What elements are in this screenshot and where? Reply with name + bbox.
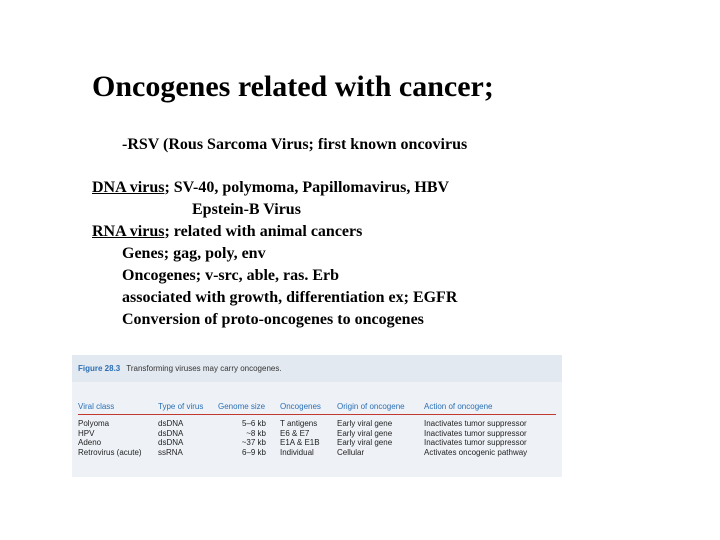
cell-action: Inactivates tumor suppressor	[424, 419, 527, 429]
cell-genome-size: ~8 kb	[246, 428, 266, 438]
rna-virus-label: RNA virus	[92, 223, 165, 240]
table-row	[78, 438, 556, 448]
table-row	[78, 448, 556, 458]
cell-type: dsDNA	[158, 438, 184, 448]
cell-action: Activates oncogenic pathway	[424, 447, 528, 457]
cell-viral-class: Polyoma	[78, 419, 110, 429]
genes-line: Genes; gag, poly, env	[122, 245, 266, 262]
table-row	[78, 419, 556, 429]
dna-virus-text: ; SV-40, polymoma, Papillomavirus, HBV	[164, 179, 450, 196]
col-header-type: Type of virus	[158, 401, 204, 411]
figure-number: Figure 28.3	[78, 364, 121, 373]
col-header-viral-class: Viral class	[78, 401, 115, 411]
conversion-line: Conversion of proto-oncogenes to oncogenes	[122, 311, 424, 328]
body-text	[92, 134, 467, 331]
rna-virus-line	[92, 221, 467, 243]
cell-oncogenes: T antigens	[280, 419, 318, 429]
cell-type: dsDNA	[158, 419, 184, 429]
figure-header	[72, 355, 562, 382]
cell-type: dsDNA	[158, 428, 184, 438]
col-header-oncogenes: Oncogenes	[280, 401, 321, 411]
oncogenes-line: Oncogenes; v-src, able, ras. Erb	[122, 267, 340, 284]
cell-genome-size: ~37 kb	[241, 438, 266, 448]
associated-line: associated with growth, differentiation ex; EGFR	[122, 289, 458, 306]
virus-table	[78, 398, 556, 457]
cell-genome-size: 6–9 kb	[241, 447, 266, 457]
col-header-genome-size: Genome size	[218, 401, 266, 411]
cell-origin: Early viral gene	[337, 419, 393, 429]
cell-oncogenes: E1A & E1B	[280, 438, 320, 448]
cell-viral-class: Retrovirus (acute)	[78, 447, 142, 457]
figure-28-3	[72, 355, 562, 477]
cell-viral-class: HPV	[78, 428, 95, 438]
cell-origin: Cellular	[337, 447, 365, 457]
table-row	[78, 429, 556, 439]
cell-action: Inactivates tumor suppressor	[424, 438, 527, 448]
cell-type: ssRNA	[158, 447, 183, 457]
figure-caption: Transforming viruses may carry oncogenes.	[126, 364, 282, 373]
dna-virus-line	[92, 177, 467, 199]
table-header-row	[78, 398, 556, 415]
cell-viral-class: Adeno	[78, 438, 102, 448]
cell-action: Inactivates tumor suppressor	[424, 428, 527, 438]
rna-virus-text: ; related with animal cancers	[164, 223, 363, 240]
table-body	[78, 415, 556, 457]
cell-oncogenes: Individual	[280, 447, 314, 457]
cell-origin: Early viral gene	[337, 438, 393, 448]
cell-origin: Early viral gene	[337, 428, 393, 438]
page-title: Oncogenes related with cancer;	[92, 70, 494, 103]
col-header-origin: Origin of oncogene	[337, 401, 405, 411]
rsv-line: -RSV (Rous Sarcoma Virus; first known oncovirus	[122, 136, 468, 153]
dna-virus-continuation: Epstein-B Virus	[192, 201, 301, 218]
dna-virus-label: DNA virus	[92, 179, 165, 196]
cell-oncogenes: E6 & E7	[280, 428, 310, 438]
cell-genome-size: 5–6 kb	[241, 419, 266, 429]
col-header-action: Action of oncogene	[424, 401, 493, 411]
